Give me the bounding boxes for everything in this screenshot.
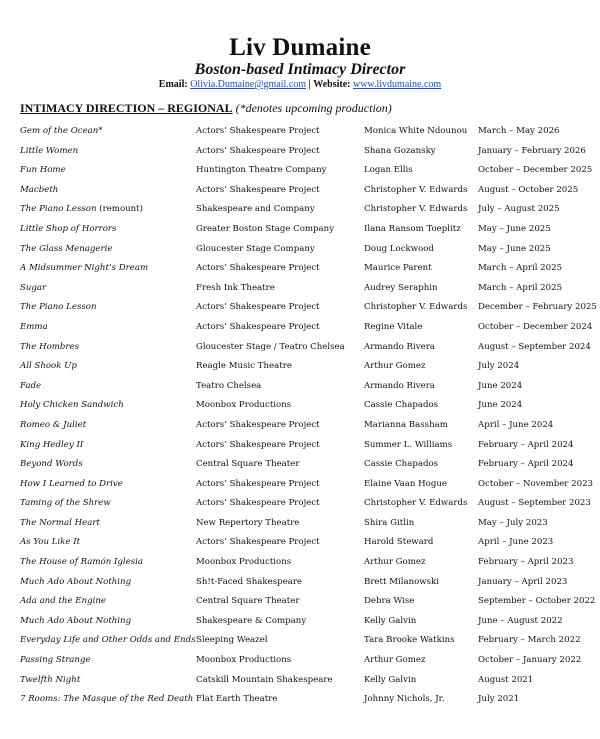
company: Gloucester Stage Company <box>196 243 315 254</box>
table-row <box>0 357 600 377</box>
director: Arthur Gomez <box>364 557 426 568</box>
company: Actors’ Shakespeare Project <box>196 498 320 509</box>
production-title-text: The Hombres <box>20 341 80 352</box>
table-row <box>0 514 600 534</box>
dates: January – February 2026 <box>478 145 586 156</box>
table-row <box>0 631 600 651</box>
table-row <box>0 612 600 632</box>
director: Arthur Gomez <box>364 655 426 666</box>
production-title-text: Taming of the Shrew <box>20 498 111 509</box>
production-title-text: The Glass Menagerie <box>20 243 113 254</box>
production-title-text: The Piano Lesson <box>20 302 97 313</box>
page-title: Liv Dumaine <box>229 34 371 61</box>
table-row <box>0 573 600 593</box>
director: Logan Ellis <box>364 165 413 176</box>
dates: February – April 2023 <box>478 557 574 568</box>
production-title <box>20 161 66 181</box>
dates: June 2024 <box>478 380 523 391</box>
table-row <box>0 200 600 220</box>
company: Actors’ Shakespeare Project <box>196 302 320 313</box>
production-title-text: All Shook Up <box>20 361 77 372</box>
director: Shira Gitlin <box>364 517 415 528</box>
company: Shakespeare & Company <box>196 615 307 626</box>
email-label: Email: <box>158 79 188 90</box>
table-row <box>0 651 600 671</box>
dates: July – August 2025 <box>478 204 560 215</box>
director: Marianna Bassham <box>364 419 448 430</box>
production-title-text: Macbeth <box>20 184 59 195</box>
production-title <box>20 220 116 240</box>
director: Monica White Ndounou <box>364 126 468 136</box>
email-link[interactable]: Olivia.Dumaine@gmail.com <box>190 79 307 90</box>
production-title <box>20 142 78 162</box>
company: Reagle Music Theatre <box>196 361 292 372</box>
director: Shana Gozansky <box>364 145 436 156</box>
company: New Repertory Theatre <box>196 517 300 528</box>
director: Christopher V. Edwards <box>364 204 468 215</box>
production-title-text: Passing Strange <box>20 655 91 666</box>
production-title-suffix: (remount) <box>96 204 143 215</box>
director: Harold Steward <box>364 537 434 548</box>
table-row <box>0 494 600 514</box>
director: Doug Lockwood <box>364 243 434 254</box>
production-title-text: Romeo & Juliet <box>20 419 87 430</box>
production-title <box>20 122 103 142</box>
dates: June – August 2022 <box>478 615 563 626</box>
dates: January – April 2023 <box>478 576 568 587</box>
table-row <box>0 259 600 279</box>
production-title <box>20 416 86 436</box>
director: Cassie Chapados <box>364 459 439 470</box>
director: Kelly Galvin <box>364 674 417 685</box>
dates: March – April 2025 <box>478 263 563 274</box>
director: Ilana Ransom Toeplitz <box>364 223 461 234</box>
production-title <box>20 475 123 495</box>
production-title-text: King Hedley II <box>20 439 84 450</box>
director: Arthur Gomez <box>364 361 426 372</box>
director: Armando Rivera <box>364 380 435 391</box>
production-title-text: Everyday Life and Other Odds and Ends <box>20 635 196 646</box>
dates: July 2021 <box>478 694 520 705</box>
dates: February – March 2022 <box>478 635 581 646</box>
production-title <box>20 318 48 338</box>
production-title-text: Much Ado About Nothing <box>20 615 132 626</box>
table-row <box>0 396 600 416</box>
dates: October – January 2022 <box>478 655 582 666</box>
company: Actors’ Shakespeare Project <box>196 321 320 332</box>
production-title-text: 7 Rooms: The Masque of the Red Death <box>20 694 194 705</box>
dates: December – February 2025 <box>478 302 597 313</box>
director: Cassie Chapados <box>364 400 439 411</box>
section-title: INTIMACY DIRECTION – REGIONAL <box>20 101 233 115</box>
dates: August – September 2023 <box>478 498 591 509</box>
dates: April – June 2023 <box>478 537 554 548</box>
production-title-text: Little Women <box>20 145 79 156</box>
subtitle: Boston-based Intimacy Director <box>194 61 406 78</box>
table-row <box>0 338 600 358</box>
table-row <box>0 592 600 612</box>
dates: August 2021 <box>478 674 534 685</box>
production-title-text: Ada and the Engine <box>20 596 106 607</box>
dates: May – June 2025 <box>478 243 551 254</box>
contact-line <box>0 79 600 90</box>
production-title-text: Fade <box>20 380 42 391</box>
director: Armando Rivera <box>364 341 435 352</box>
production-title-text: Little Shop of Horrors <box>20 223 117 234</box>
company: Actors’ Shakespeare Project <box>196 145 320 156</box>
director: Kelly Galvin <box>364 615 417 626</box>
company: Actors’ Shakespeare Project <box>196 263 320 274</box>
dates: June 2024 <box>478 400 523 411</box>
dates: February – April 2024 <box>478 439 574 450</box>
production-title-text: A Midsummer Night’s Dream <box>20 263 149 274</box>
production-title-text: Twelfth Night <box>20 674 81 685</box>
company: Central Square Theater <box>196 459 300 470</box>
production-title-text: The Normal Heart <box>20 517 100 528</box>
director: Maurice Parent <box>364 263 432 274</box>
dates: February – April 2024 <box>478 459 574 470</box>
production-title-text: The House of Ramón Iglesia <box>20 557 143 568</box>
director: Christopher V. Edwards <box>364 498 468 509</box>
dates: October – November 2023 <box>478 478 594 489</box>
production-title <box>20 690 193 710</box>
director: Debra Wise <box>364 596 415 607</box>
company: Actors’ Shakespeare Project <box>196 478 320 489</box>
production-title-text: How I Learned to Drive <box>20 478 123 489</box>
director: Elaine Vaan Hogue <box>364 478 447 489</box>
production-title <box>20 592 106 612</box>
company: Catskill Mountain Shakespeare <box>196 674 333 685</box>
production-title <box>20 533 80 553</box>
table-row <box>0 475 600 495</box>
table-row <box>0 161 600 181</box>
table-row <box>0 377 600 397</box>
production-title <box>20 455 83 475</box>
production-title <box>20 573 131 593</box>
company: Actors’ Shakespeare Project <box>196 537 320 548</box>
table-row <box>0 142 600 162</box>
dates: May – June 2025 <box>478 223 551 234</box>
company: Teatro Chelsea <box>196 380 262 391</box>
company: Fresh Ink Theatre <box>196 282 275 293</box>
production-title <box>20 357 77 377</box>
website-link[interactable]: www.livdumaine.com <box>352 79 442 90</box>
company: Moonbox Productions <box>196 400 292 411</box>
company: Moonbox Productions <box>196 655 292 666</box>
director: Tara Brooke Watkins <box>364 635 455 646</box>
website-label: Website: <box>313 79 351 90</box>
production-title <box>20 279 46 299</box>
dates: April – June 2024 <box>478 419 554 430</box>
production-title <box>20 671 80 691</box>
production-title-text: Sugar <box>20 282 47 293</box>
production-title-text: Emma <box>20 321 48 332</box>
production-title <box>20 181 58 201</box>
production-title <box>20 298 97 318</box>
company: Greater Boston Stage Company <box>196 223 335 234</box>
company: Moonbox Productions <box>196 557 292 568</box>
production-title <box>20 553 143 573</box>
table-row <box>0 671 600 691</box>
company: Sleeping Weazel <box>196 635 268 646</box>
table-row <box>0 122 600 142</box>
table-row <box>0 553 600 573</box>
production-title <box>20 200 143 220</box>
production-title <box>20 396 124 416</box>
table-row <box>0 279 600 299</box>
dates: August – September 2024 <box>478 341 591 352</box>
dates: August – October 2025 <box>478 184 579 195</box>
dates: October – December 2025 <box>478 165 593 176</box>
production-title <box>20 436 83 456</box>
section-heading <box>20 101 392 116</box>
production-title <box>20 651 91 671</box>
company: Flat Earth Theatre <box>196 694 278 705</box>
production-title <box>20 612 131 632</box>
company: Actors’ Shakespeare Project <box>196 439 320 450</box>
production-title-text: Fun Home <box>20 165 66 176</box>
table-row <box>0 318 600 338</box>
dates: October – December 2024 <box>478 321 593 332</box>
table-row <box>0 416 600 436</box>
table-row <box>0 240 600 260</box>
table-row <box>0 181 600 201</box>
table-row <box>0 533 600 553</box>
company: Huntington Theatre Company <box>196 165 327 176</box>
dates: March – May 2026 <box>478 126 560 136</box>
dates: July 2024 <box>478 361 520 372</box>
company: Actors’ Shakespeare Project <box>196 184 320 195</box>
production-title-text: Holy Chicken Sandwich <box>20 400 124 411</box>
production-title <box>20 338 79 358</box>
section-note: (*denotes upcoming production) <box>235 101 392 115</box>
company: Central Square Theater <box>196 596 300 607</box>
director: Brett Milanowski <box>364 576 439 587</box>
production-title-text: Much Ado About Nothing <box>20 576 132 587</box>
production-title <box>20 514 100 534</box>
director: Summer L. Williams <box>364 439 453 450</box>
director: Christopher V. Edwards <box>364 302 468 313</box>
production-title <box>20 377 41 397</box>
director: Christopher V. Edwards <box>364 184 468 195</box>
table-row <box>0 455 600 475</box>
production-title-text: Gem of the Ocean* <box>20 126 103 136</box>
production-title-text: Beyond Words <box>20 459 83 470</box>
production-title-text: The Piano Lesson <box>20 204 97 215</box>
production-title <box>20 494 111 514</box>
company: Actors’ Shakespeare Project <box>196 419 320 430</box>
company: Shakespeare and Company <box>196 204 315 215</box>
production-title <box>20 240 112 260</box>
dates: May – July 2023 <box>478 517 548 528</box>
credits-table <box>0 122 600 710</box>
dates: September – October 2022 <box>478 596 596 607</box>
table-row <box>0 220 600 240</box>
company: Gloucester Stage / Teatro Chelsea <box>196 341 345 352</box>
company: Sh!t-Faced Shakespeare <box>196 576 303 587</box>
company: Actors’ Shakespeare Project <box>196 126 320 136</box>
dates: March – April 2025 <box>478 282 563 293</box>
director: Johnny Nichols, Jr. <box>364 694 445 705</box>
table-row <box>0 690 600 710</box>
director: Regine Vitale <box>364 321 423 332</box>
production-title-text: As You Like It <box>20 537 81 548</box>
table-row <box>0 298 600 318</box>
production-title <box>20 631 196 651</box>
table-row <box>0 436 600 456</box>
director: Audrey Seraphin <box>364 282 438 293</box>
production-title <box>20 259 148 279</box>
contact-separator: | <box>308 79 311 90</box>
